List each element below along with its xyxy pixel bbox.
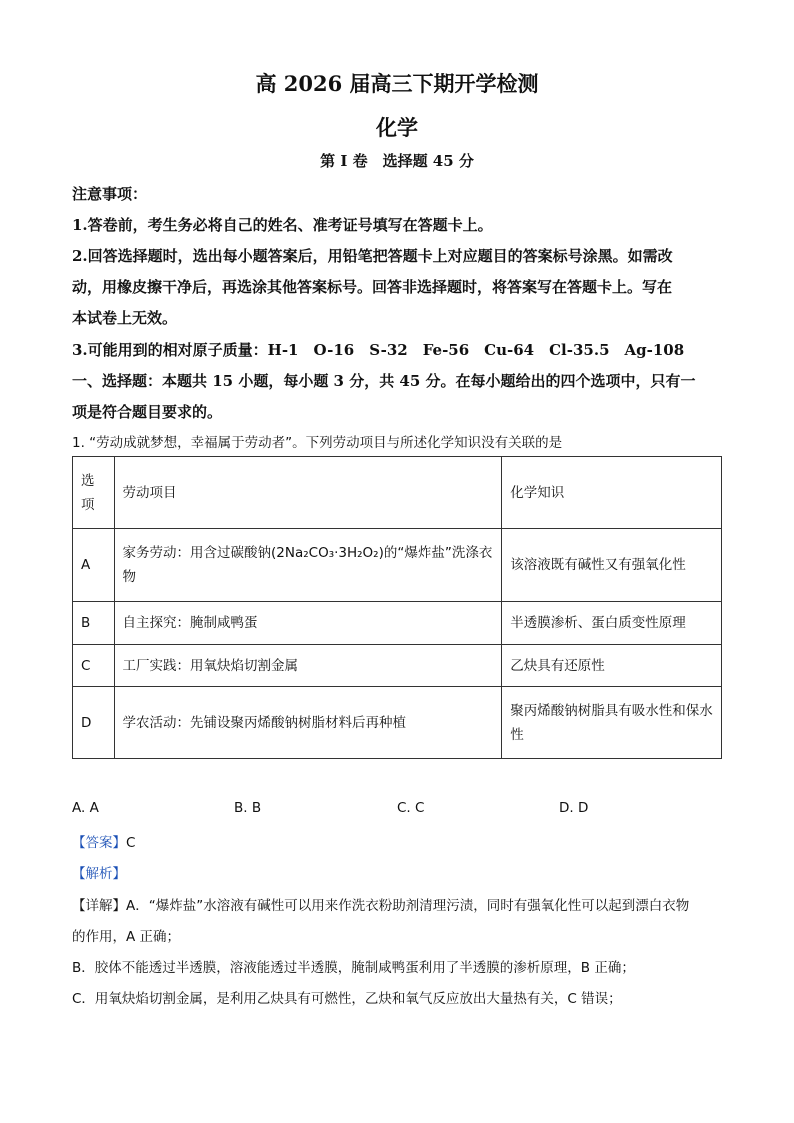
choice-b: B. B <box>234 800 262 816</box>
detail-a-line-1 <box>72 894 732 914</box>
table-cell-project: 工厂实践：用氧炔焰切割金属 <box>114 645 502 687</box>
table-row <box>73 687 722 759</box>
choice-a: A. A <box>72 800 99 816</box>
notice-item-2-line-2: 动，用橡皮擦干净后，再选涂其他答案标号。回答非选择题时，将答案写在答题卡上。写在 <box>72 278 673 296</box>
table-cell-knowledge: 聚丙烯酸钠树脂具有吸水性和保水性 <box>502 687 722 759</box>
table-row <box>73 529 722 602</box>
detail-a-line-2: 的作用，A 正确； <box>72 929 181 945</box>
notice-heading: 注意事项： <box>72 185 148 203</box>
analysis-line <box>72 862 732 882</box>
table-cell-knowledge: 半透膜渗析、蛋白质变性原理 <box>502 602 722 645</box>
table-row <box>73 602 722 645</box>
detail-c: C．用氧炔焰切割金属，是利用乙炔具有可燃性，乙炔和氧气反应放出大量热有关，C 错误； <box>72 991 622 1007</box>
answer-line <box>72 831 732 851</box>
question-1-stem: 1. “劳动成就梦想，幸福属于劳动者”。下列劳动项目与所述化学知识没有关联的是 <box>72 435 563 451</box>
detail-a-text: A．“爆炸盐”水溶液有碱性可以用来作洗衣粉助剂清理污渍，同时有强氧化性可以起到漂白衣物 <box>126 898 690 914</box>
detail-b: B．胶体不能透过半透膜，溶液能透过半透膜，腌制咸鸭蛋利用了半透膜的渗析原理，B 正确； <box>72 960 635 976</box>
section-title: 第 I 卷 选择题 45 分 <box>320 152 474 170</box>
part1-instruction-line-2: 项是符合题目要求的。 <box>72 403 223 421</box>
notice-item-1: 1.答卷前，考生务必将自己的姓名、准考证号填写在答题卡上。 <box>72 216 493 234</box>
table-cell-project: 家务劳动：用含过碳酸钠(2Na₂CO₃·3H₂O₂)的“爆炸盐”洗涤衣物 <box>114 529 502 602</box>
table-cell-project: 自主探究：腌制咸鸭蛋 <box>114 602 502 645</box>
exam-title: 高 2026 届高三下期开学检测 <box>255 71 539 96</box>
table-cell-knowledge: 该溶液既有碱性又有强氧化性 <box>502 529 722 602</box>
choice-d: D. D <box>559 800 589 816</box>
table-cell-option: C <box>73 645 115 687</box>
table-cell-option: A <box>73 529 115 602</box>
table-cell-project: 学农活动：先铺设聚丙烯酸钠树脂材料后再种植 <box>114 687 502 759</box>
choice-c: C. C <box>397 800 425 816</box>
table-row <box>73 645 722 687</box>
table-cell-option: D <box>73 687 115 759</box>
table-cell-option: B <box>73 602 115 645</box>
table-header-row <box>73 457 722 529</box>
part1-instruction-line-1: 一、选择题：本题共 15 小题，每小题 3 分，共 45 分。在每小题给出的四个选项中，只有一 <box>72 372 696 390</box>
table-header-project: 劳动项目 <box>114 457 502 529</box>
answer-label: 【答案】 <box>72 835 126 851</box>
notice-item-2-line-1: 2.回答选择题时，选出每小题答案后，用铅笔把答题卡上对应题目的答案标号涂黑。如需改 <box>72 247 673 265</box>
table-cell-knowledge: 乙炔具有还原性 <box>502 645 722 687</box>
table-header-option: 选项 <box>73 457 115 529</box>
subject-title: 化学 <box>376 115 418 140</box>
table-header-knowledge: 化学知识 <box>502 457 722 529</box>
analysis-label: 【解析】 <box>72 866 126 882</box>
detail-label: 【详解】 <box>72 898 126 914</box>
notice-item-3: 3.可能用到的相对原子质量：H-1 O-16 S-32 Fe-56 Cu-64 Cl-35.5 Ag-108 <box>72 341 685 359</box>
question-1-table <box>72 456 722 759</box>
answer-value: C <box>126 835 136 851</box>
notice-item-2-line-3: 本试卷上无效。 <box>72 309 178 327</box>
